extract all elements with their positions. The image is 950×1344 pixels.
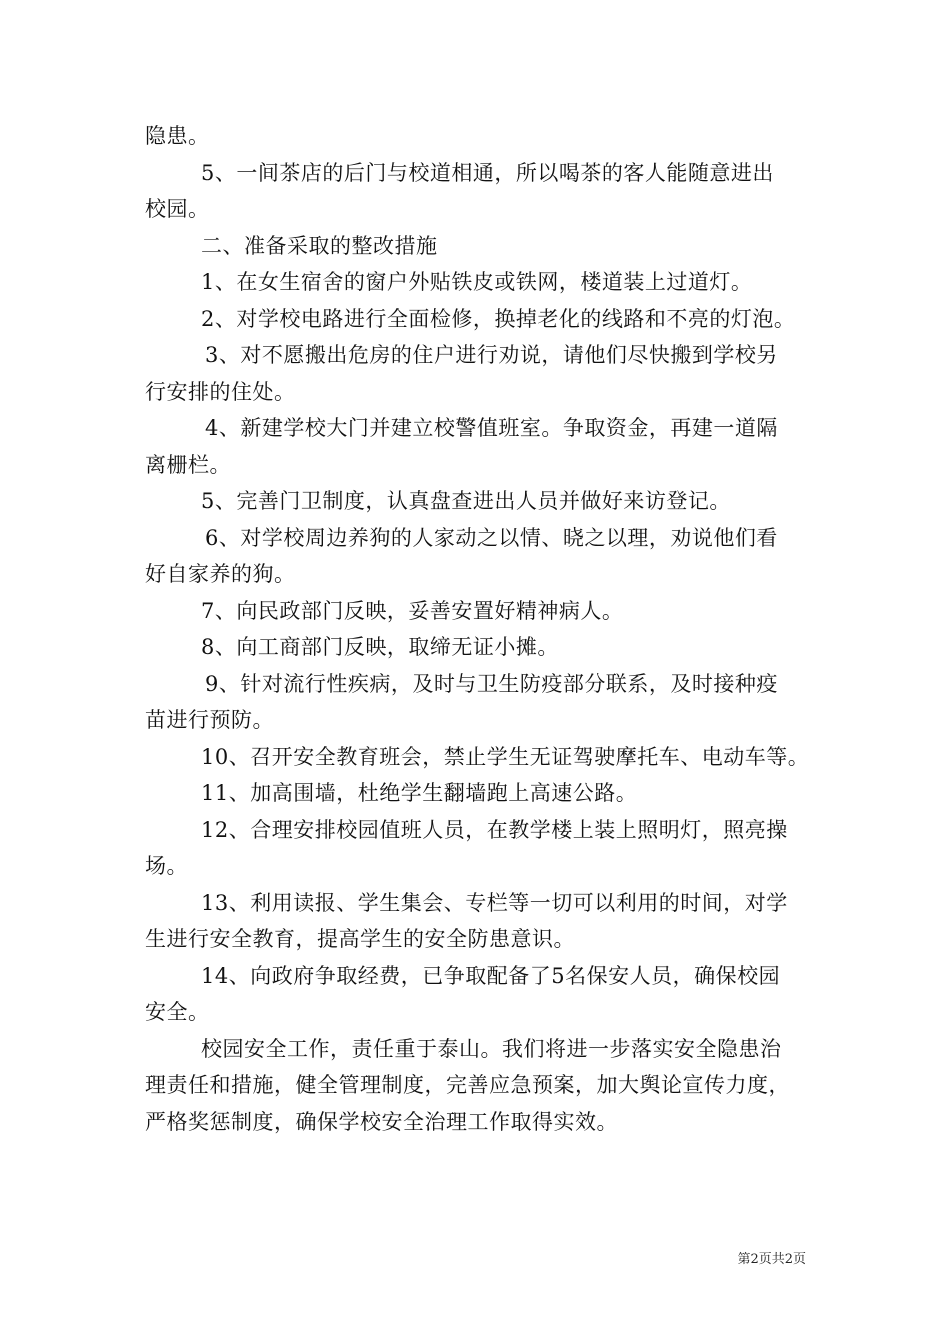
text-line: 2、对学校电路进行全面检修，换掉老化的线路和不亮的灯泡。	[201, 306, 796, 331]
text-line: 5、完善门卫制度，认真盘查进出人员并做好来访登记。	[201, 489, 731, 513]
text-line: 理责任和措施，健全管理制度，完善应急预案，加大舆论宣传力度，	[145, 1073, 790, 1097]
text-line: 苗进行预防。	[145, 708, 274, 732]
text-line: 7、向民政部门反映，妥善安置好精神病人。	[201, 598, 624, 623]
document-body	[145, 118, 810, 1140]
text-line: 5、一间茶店的后门与校道相通，所以喝茶的客人能随意进出	[201, 160, 774, 185]
page-number: 第2页共2页	[737, 1252, 806, 1267]
text-line: 场。	[145, 854, 188, 878]
text-line: 校园。	[145, 197, 210, 221]
text-line: 6、对学校周边养狗的人家动之以情、晓之以理，劝说他们看	[205, 525, 778, 550]
text-line: 3、对不愿搬出危房的住户进行劝说，请他们尽快搬到学校另	[205, 343, 778, 367]
text-line: 10、召开安全教育班会，禁止学生无证驾驶摩托车、电动车等。	[201, 744, 810, 769]
text-line: 严格奖惩制度，确保学校安全治理工作取得实效。	[145, 1109, 618, 1134]
text-line: 隐患。	[145, 124, 210, 148]
text-line: 行安排的住处。	[145, 379, 296, 404]
text-line: 8、向工商部门反映，取缔无证小摊。	[201, 635, 559, 659]
text-line: 校园安全工作，责任重于泰山。我们将进一步落实安全隐患治	[201, 1036, 782, 1061]
text-line: 9、针对流行性疾病，及时与卫生防疫部分联系，及时接种疫	[205, 671, 778, 696]
text-line: 12、合理安排校园值班人员，在教学楼上装上照明灯，照亮操	[201, 817, 788, 842]
text-line: 好自家养的狗。	[145, 562, 296, 586]
section-heading: 二、准备采取的整改措施	[201, 233, 438, 258]
text-line: 4、新建学校大门并建立校警值班室。争取资金，再建一道隔	[205, 416, 778, 440]
text-line: 生进行安全教育，提高学生的安全防患意识。	[145, 927, 575, 951]
text-line: 离栅栏。	[145, 452, 231, 477]
text-line: 安全。	[145, 1000, 210, 1024]
text-line: 13、利用读报、学生集会、专栏等一切可以利用的时间，对学	[201, 890, 788, 915]
text-line: 14、向政府争取经费，已争取配备了5名保安人员，确保校园	[201, 963, 781, 988]
text-line: 11、加高围墙，杜绝学生翻墙跑上高速公路。	[201, 781, 638, 805]
text-line: 1、在女生宿舍的窗户外贴铁皮或铁网，楼道装上过道灯。	[201, 270, 753, 294]
